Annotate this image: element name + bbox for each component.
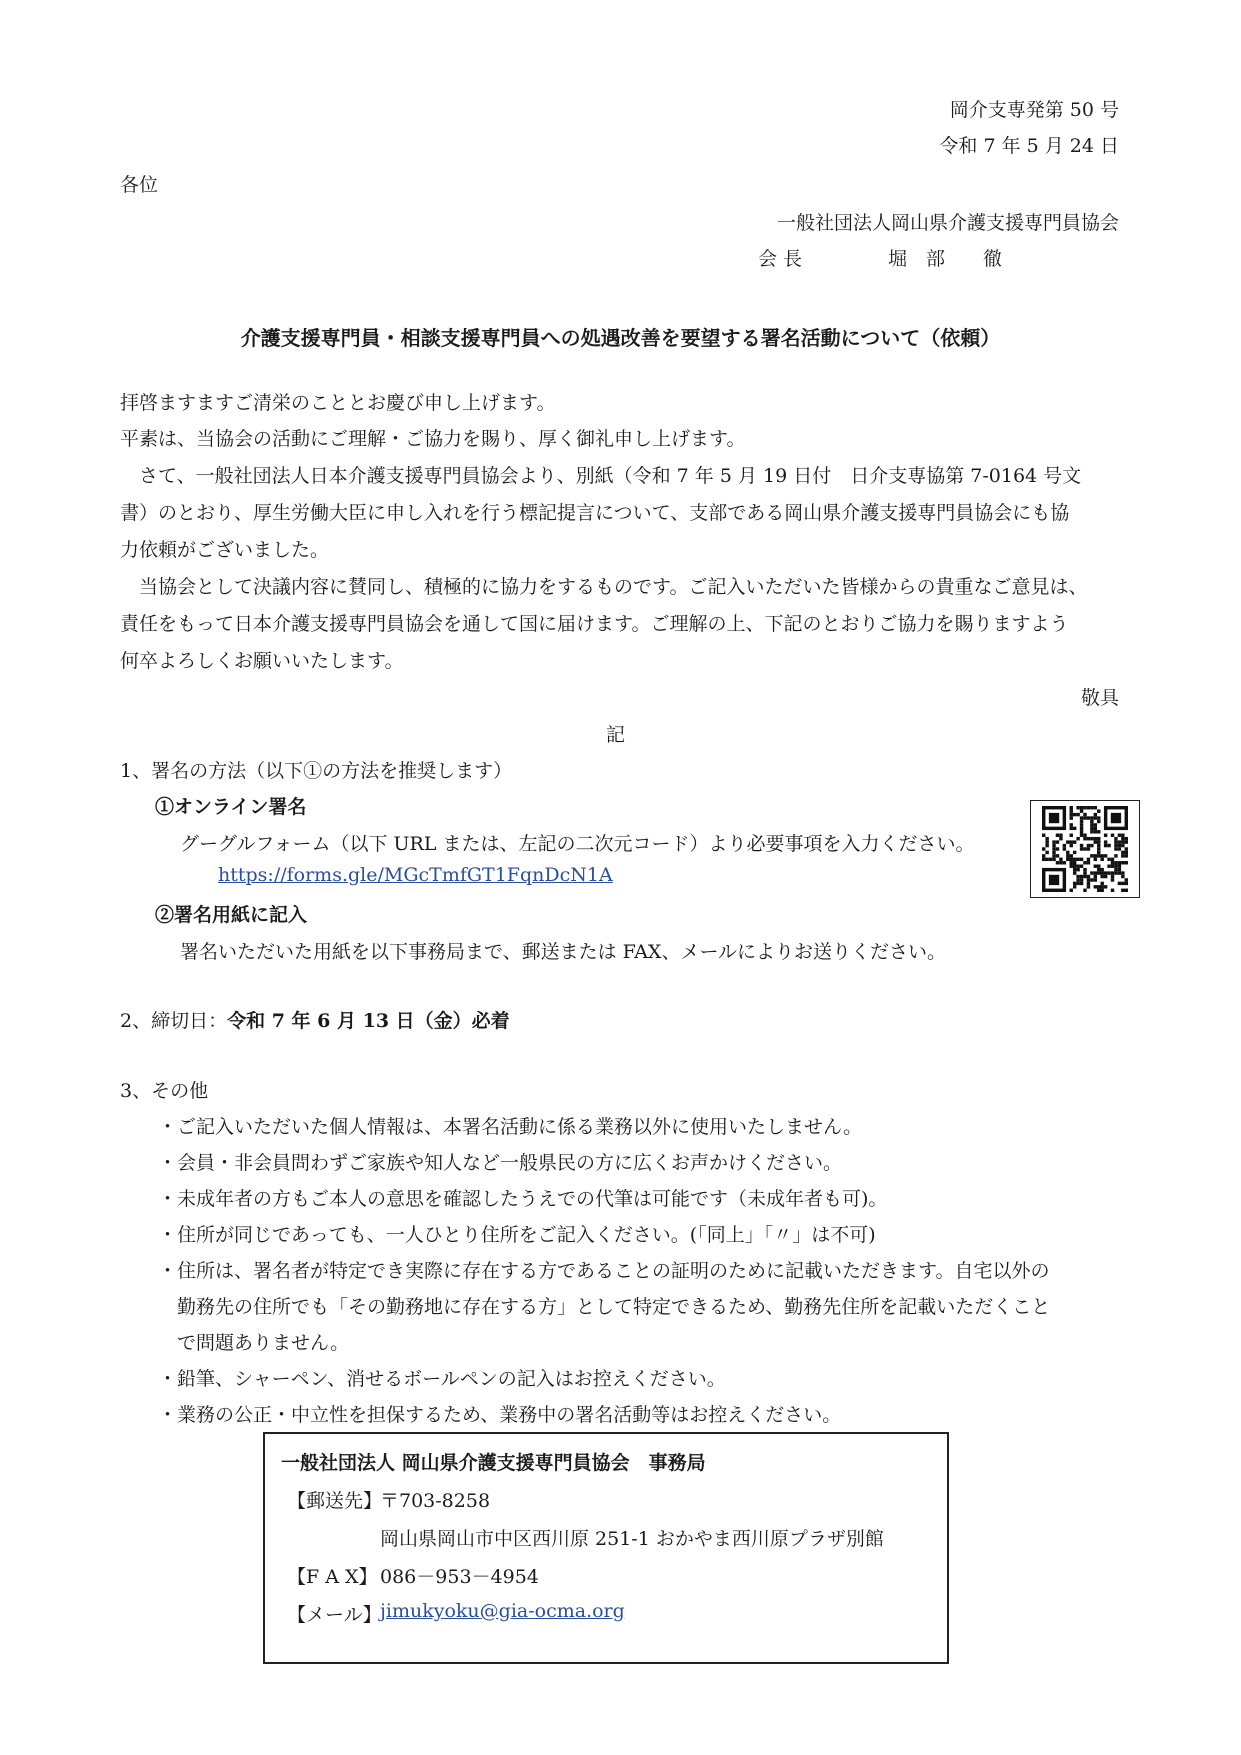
document-date: 令和 7 年 5 月 24 日 bbox=[939, 135, 1119, 157]
qr-code-icon bbox=[1042, 806, 1128, 892]
sender-organization: 一般社団法人岡山県介護支援専門員協会 bbox=[776, 212, 1119, 234]
sender-title: 会 長 bbox=[758, 248, 803, 270]
body-line: 書）のとおり、厚生労働大臣に申し入れを行う標記提言について、支部である岡山県介護支援専門員協会にも協 bbox=[120, 502, 1070, 524]
postal-address: 岡山県岡山市中区西川原 251-1 おかやま西川原プラザ別館 bbox=[380, 1528, 884, 1550]
fax-number: 086－953－4954 bbox=[380, 1566, 539, 1588]
section2-deadline-row bbox=[120, 1006, 510, 1033]
list-item: で問題ありません。 bbox=[158, 1332, 350, 1354]
recipient: 各位 bbox=[120, 174, 159, 196]
list-item: ・業務の公正・中立性を担保するため、業務中の署名活動等はお控えください。 bbox=[158, 1404, 842, 1426]
closing-keigu: 敬具 bbox=[1080, 687, 1119, 709]
paper-signature-text: 署名いただいた用紙を以下事務局まで、郵送または FAX、メールによりお送りください。 bbox=[180, 941, 947, 963]
deadline-label: 2、締切日： bbox=[120, 1010, 228, 1032]
section3-heading: 3、その他 bbox=[120, 1080, 209, 1102]
body-line: 当協会として決議内容に賛同し、積極的に協力をするものです。ご記入いただいた皆様からの貴重なご意見は、 bbox=[120, 576, 1088, 598]
postal-code: 〒703-8258 bbox=[380, 1490, 491, 1512]
list-item: ・鉛筆、シャーペン、消せるボールペンの記入はお控えください。 bbox=[158, 1368, 726, 1390]
list-item: ・住所が同じであっても、一人ひとり住所をご記入ください。(「同上」「〃」は不可) bbox=[158, 1224, 876, 1246]
online-signature-heading: ①オンライン署名 bbox=[155, 796, 307, 818]
qr-code[interactable] bbox=[1030, 800, 1140, 898]
document-number: 岡介支専発第 50 号 bbox=[949, 99, 1119, 121]
section1-heading: 1、署名の方法（以下①の方法を推奨します） bbox=[120, 760, 513, 782]
subject-title: 介護支援専門員・相談支援専門員への処遇改善を要望する署名活動について（依頼） bbox=[240, 326, 1001, 350]
body-line: 何卒よろしくお願いいたします。 bbox=[120, 650, 404, 672]
list-item: ・住所は、署名者が特定でき実際に存在する方であることの証明のために記載いただきます。自宅以外の bbox=[158, 1260, 1050, 1282]
body-line: 力依頼がございました。 bbox=[120, 539, 330, 561]
mail-label: 【メール】 bbox=[287, 1604, 382, 1626]
list-item: ・ご記入いただいた個人情報は、本署名活動に係る業務以外に使用いたしません。 bbox=[158, 1116, 863, 1138]
postal-label: 【郵送先】 bbox=[287, 1490, 383, 1512]
fax-label: 【F A X】 bbox=[287, 1566, 378, 1588]
list-item: ・未成年者の方もご本人の意思を確認したうえでの代筆は可能です（未成年者も可)。 bbox=[158, 1188, 888, 1210]
contact-box bbox=[263, 1432, 949, 1664]
ki-heading: 記 bbox=[606, 724, 626, 746]
body-line: 平素は、当協会の活動にご理解・ご協力を賜り、厚く御礼申し上げます。 bbox=[120, 428, 746, 450]
paper-signature-heading: ②署名用紙に記入 bbox=[155, 904, 308, 926]
body-line: 拝啓ますますご清栄のこととお慶び申し上げます。 bbox=[120, 392, 556, 414]
contact-title: 一般社団法人 岡山県介護支援専門員協会 事務局 bbox=[281, 1452, 706, 1474]
list-item: 勤務先の住所でも「その勤務地に存在する方」として特定できるため、勤務先住所を記載いただくこと bbox=[158, 1296, 1051, 1318]
deadline-value: 令和 7 年 6 月 13 日（金）必着 bbox=[227, 1010, 510, 1032]
body-line: さて、一般社団法人日本介護支援専門員協会より、別紙（令和 7 年 5 月 19 日付 日介支専協第 7-0164 号文 bbox=[120, 465, 1082, 487]
body-line: 責任をもって日本介護支援専門員協会を通して国に届けます。ご理解の上、下記のとおりご協力を賜りますよう bbox=[120, 613, 1069, 635]
mail-address-link[interactable]: jimukyoku@gia-ocma.org bbox=[380, 1600, 625, 1622]
sender-name: 堀 部 徹 bbox=[888, 248, 1003, 270]
list-item: ・会員・非会員問わずご家族や知人など一般県民の方に広くお声かけください。 bbox=[158, 1152, 843, 1174]
online-signature-text: グーグルフォーム（以下 URL または、左記の二次元コード）より必要事項を入力ください。 bbox=[180, 833, 975, 855]
google-form-link[interactable]: https://forms.gle/MGcTmfGT1FqnDcN1A bbox=[218, 864, 613, 886]
